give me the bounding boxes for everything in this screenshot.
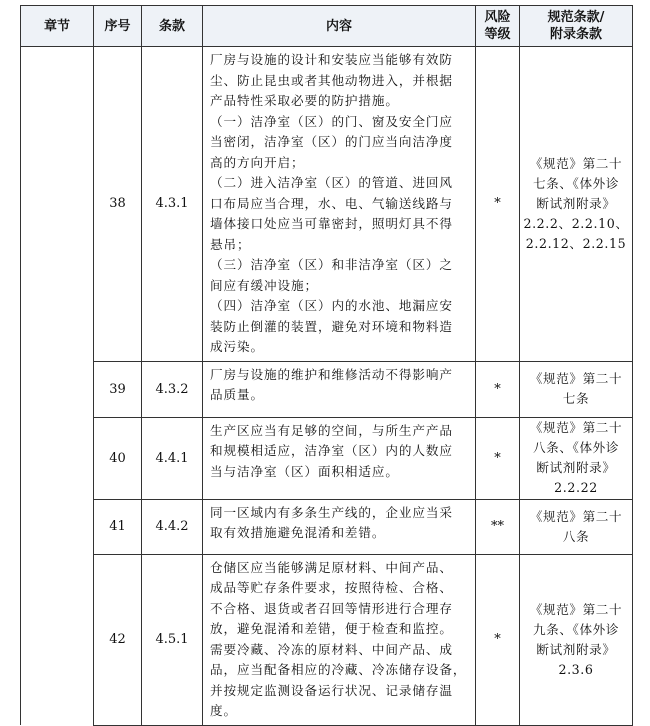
standards-table <box>20 5 633 726</box>
content-cell <box>203 361 476 417</box>
content-cell <box>203 554 476 725</box>
ref-cell <box>520 499 633 554</box>
ref-cell <box>520 417 633 499</box>
content-line: 生产区应当有足够的空间，与所生产产品 <box>210 422 453 438</box>
ref-line: 九条、《体外诊 <box>532 621 620 637</box>
content-line: （一）洁净室（区）的门、窗及安全门应 <box>210 113 453 129</box>
content-cell <box>203 417 476 499</box>
ref-line: 断试剂附录》 <box>536 641 616 657</box>
header-risk: 风险 等级 <box>476 6 520 47</box>
ref-cell <box>520 361 633 417</box>
clause-cell: 4.4.1 <box>142 417 203 499</box>
risk-cell: * <box>476 554 520 725</box>
table-row <box>21 417 633 499</box>
content-line: 仓储区应当能够满足原材料、中间产品、 <box>210 559 453 575</box>
risk-cell: * <box>476 417 520 499</box>
content-line: 取有效措施避免混淆和差错。 <box>210 525 386 540</box>
ref-line: 2.2.2、2.2.10、 <box>523 215 629 231</box>
table-row <box>21 554 633 725</box>
content-line: 当与洁净室（区）面积相适应。 <box>210 463 399 479</box>
ref-cell <box>520 554 633 725</box>
ref-line: 八条、《体外诊 <box>532 440 620 455</box>
content-cell <box>203 47 476 362</box>
ref-line: 《规范》第二十 <box>529 601 623 617</box>
content-line: 尘、防止昆虫或者其他动物进入，并根据 <box>210 72 453 88</box>
seq-cell: 42 <box>94 554 142 725</box>
content-line: 厂房与设施的维护和维修活动不得影响产 <box>210 366 453 382</box>
content-line: 高的方向开启； <box>210 154 305 170</box>
ref-line: 《规范》第二十 <box>529 371 623 386</box>
header-ref: 规范条款/ 附录条款 <box>520 6 633 47</box>
risk-cell: * <box>476 361 520 417</box>
seq-cell: 38 <box>94 47 142 362</box>
clause-cell: 4.3.2 <box>142 361 203 417</box>
clause-cell: 4.5.1 <box>142 554 203 725</box>
seq-cell: 39 <box>94 361 142 417</box>
ref-line: 七条、《体外诊 <box>532 175 620 191</box>
content-line: 需要冷藏、冷冻的原材料、中间产品、成 <box>210 641 453 657</box>
content-cell <box>203 499 476 554</box>
ref-line: 断试剂附录》 <box>536 195 616 211</box>
header-clause: 条款 <box>142 6 203 47</box>
content-line: 品，应当配备相应的冷藏、冷冻储存设备， <box>210 662 467 677</box>
content-line: （三）洁净室（区）和非洁净室（区）之 <box>210 257 453 272</box>
content-line: 产品特性采取必要的防护措施。 <box>210 93 399 108</box>
content-line: 并按规定监测设备运行状况、记录储存温 <box>210 682 453 698</box>
header-row <box>21 6 633 47</box>
ref-line: 《规范》第二十 <box>529 420 623 435</box>
content-line: 成品等贮存条件要求，按照待检、合格、 <box>210 580 453 595</box>
header-chapter: 章节 <box>21 6 94 47</box>
ref-line: 2.2.22 <box>554 480 598 495</box>
ref-line: 2.2.12、2.2.15 <box>525 235 627 251</box>
clause-cell: 4.4.2 <box>142 499 203 554</box>
content-line: 装防止倒灌的装置，避免对环境和物料造 <box>210 318 453 334</box>
risk-cell: ** <box>476 499 520 554</box>
content-line: （二）进入洁净室（区）的管道、进回风 <box>210 175 453 190</box>
content-line: 悬吊； <box>210 236 251 252</box>
content-line: 墙体接口处应当可靠密封，照明灯具不得 <box>210 216 453 231</box>
table-row <box>21 499 633 554</box>
content-line: 厂房与设施的设计和安装应当能够有效防 <box>210 52 453 67</box>
risk-cell: * <box>476 47 520 362</box>
table-row <box>21 47 633 362</box>
content-line: 不合格、退货或者召回等情形进行合理存 <box>210 600 453 616</box>
content-line: 间应有缓冲设施； <box>210 277 318 293</box>
content-line: 度。 <box>210 703 237 718</box>
ref-cell <box>520 47 633 362</box>
content-line: 和规模相适应，洁净室（区）内的人数应 <box>210 443 453 458</box>
header-content: 内容 <box>203 6 476 47</box>
content-line: 放，避免混淆和差错，便于检查和监控。 <box>210 621 453 636</box>
ref-line: 2.3.6 <box>558 661 594 677</box>
chapter-cell <box>21 47 94 726</box>
ref-line: 《规范》第二十 <box>529 155 623 171</box>
clause-cell: 4.3.1 <box>142 47 203 362</box>
content-line: （四）洁净室（区）内的水池、地漏应安 <box>210 298 453 313</box>
seq-cell: 40 <box>94 417 142 499</box>
table-row <box>21 361 633 417</box>
ref-line: 《规范》第二十 <box>529 508 623 524</box>
seq-cell: 41 <box>94 499 142 554</box>
content-line: 口布局应当合理，水、电、气输送线路与 <box>210 195 453 211</box>
content-line: 当密闭，洁净室（区）的门应当向洁净度 <box>210 134 453 149</box>
header-seq: 序号 <box>94 6 142 47</box>
content-line: 品质量。 <box>210 387 264 402</box>
content-line: 同一区域内有多条生产线的，企业应当采 <box>210 504 453 520</box>
ref-line: 七条 <box>562 391 590 406</box>
ref-line: 断试剂附录》 <box>536 460 616 475</box>
content-line: 成污染。 <box>210 339 264 354</box>
ref-line: 八条 <box>562 528 590 544</box>
